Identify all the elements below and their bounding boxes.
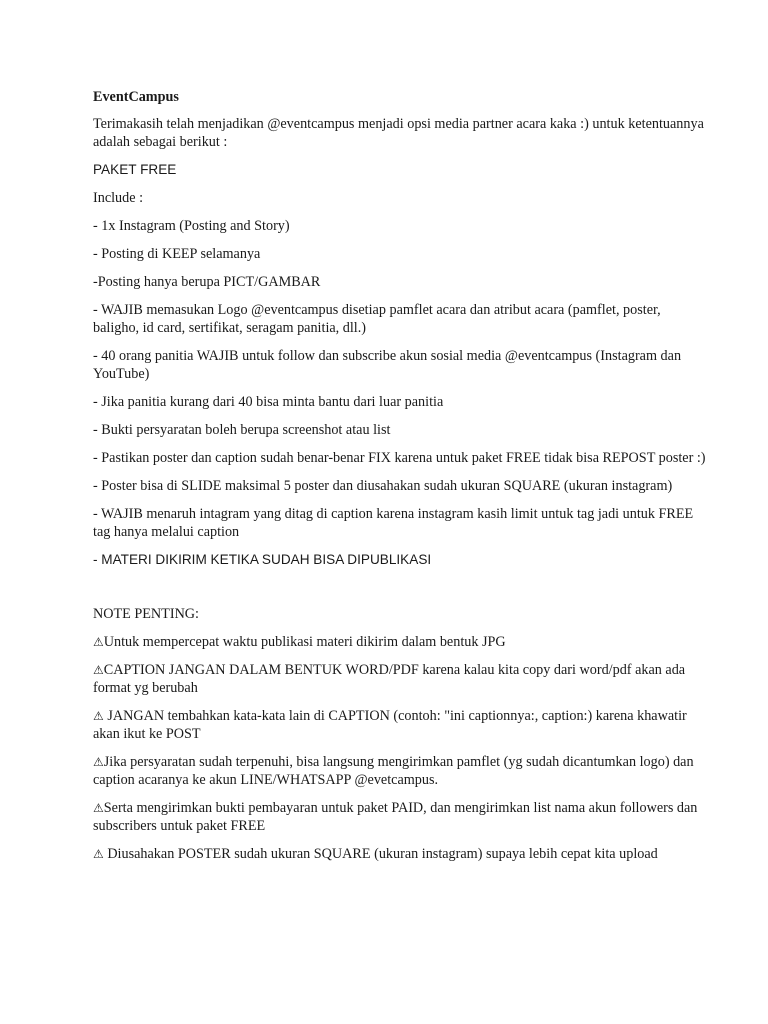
note-text: CAPTION JANGAN DALAM BENTUK WORD/PDF karena kalau kita copy dari word/pdf akan ada format yg berubah (93, 662, 686, 696)
list-item: - WAJIB menaruh intagram yang ditag di caption karena instagram kasih limit untuk tag jadi untuk FREE tag hanya melalui caption (93, 506, 694, 540)
note-item (93, 707, 708, 743)
warning-icon: ⚠ (93, 801, 104, 815)
warning-icon: ⚠ (93, 755, 104, 769)
note-text: Jika persyaratan sudah terpenuhi, bisa langsung mengirimkan pamflet (yg sudah dicantumkan logo) dan caption acaranya ke akun LINE/WHATSAPP @evetcampus. (93, 754, 694, 788)
warning-icon: ⚠ (93, 663, 104, 677)
list-item: - Poster bisa di SLIDE maksimal 5 poster dan diusahakan sudah ukuran SQUARE (ukuran instagram) (93, 478, 673, 494)
list-item: - 40 orang panitia WAJIB untuk follow dan subscribe akun sosial media @eventcampus (Instagram dan YouTube) (93, 348, 682, 382)
list-item: - Pastikan poster dan caption sudah benar-benar FIX karena untuk paket FREE tidak bisa REPOST poster :) (93, 450, 706, 466)
note-item (93, 753, 708, 789)
section-gap (93, 579, 708, 605)
document-title: EventCampus (93, 89, 179, 105)
list-item: - Jika panitia kurang dari 40 bisa minta bantu dari luar panitia (93, 394, 444, 410)
note-item (93, 633, 708, 651)
warning-icon: ⚠ (93, 709, 104, 723)
list-item: - WAJIB memasukan Logo @eventcampus disetiap pamflet acara dan atribut acara (pamflet, poster, baligho, id card, sertifikat, seragam panitia, dll.) (93, 302, 661, 336)
warning-icon: ⚠ (93, 635, 104, 649)
list-item: - 1x Instagram (Posting and Story) (93, 218, 290, 234)
note-item (93, 845, 708, 863)
note-heading: NOTE PENTING: (93, 606, 199, 622)
list-item: - MATERI DIKIRIM KETIKA SUDAH BISA DIPUBLIKASI (93, 552, 432, 567)
note-text: Untuk mempercepat waktu publikasi materi dikirim dalam bentuk JPG (103, 634, 506, 650)
warning-icon: ⚠ (93, 847, 104, 861)
package-heading: PAKET FREE (93, 162, 177, 177)
intro-paragraph: Terimakasih telah menjadikan @eventcampus menjadi opsi media partner acara kaka :) untuk ketentuannya adalah sebagai berikut : (93, 116, 704, 150)
note-item (93, 661, 708, 697)
note-text: Serta mengirimkan bukti pembayaran untuk paket PAID, dan mengirimkan list nama akun followers dan subscribers untuk paket FREE (93, 800, 698, 834)
include-label: Include : (93, 190, 144, 206)
list-item: -Posting hanya berupa PICT/GAMBAR (93, 274, 321, 290)
note-text: Diusahakan POSTER sudah ukuran SQUARE (ukuran instagram) supaya lebih cepat kita upload (103, 846, 658, 862)
note-text: JANGAN tembahkan kata-kata lain di CAPTION (contoh: "ini captionnya:, caption:) karena khawatir akan ikut ke POST (93, 708, 687, 742)
list-item: - Bukti persyaratan boleh berupa screenshot atau list (93, 422, 391, 438)
list-item: - Posting di KEEP selamanya (93, 246, 261, 262)
note-item (93, 799, 708, 835)
